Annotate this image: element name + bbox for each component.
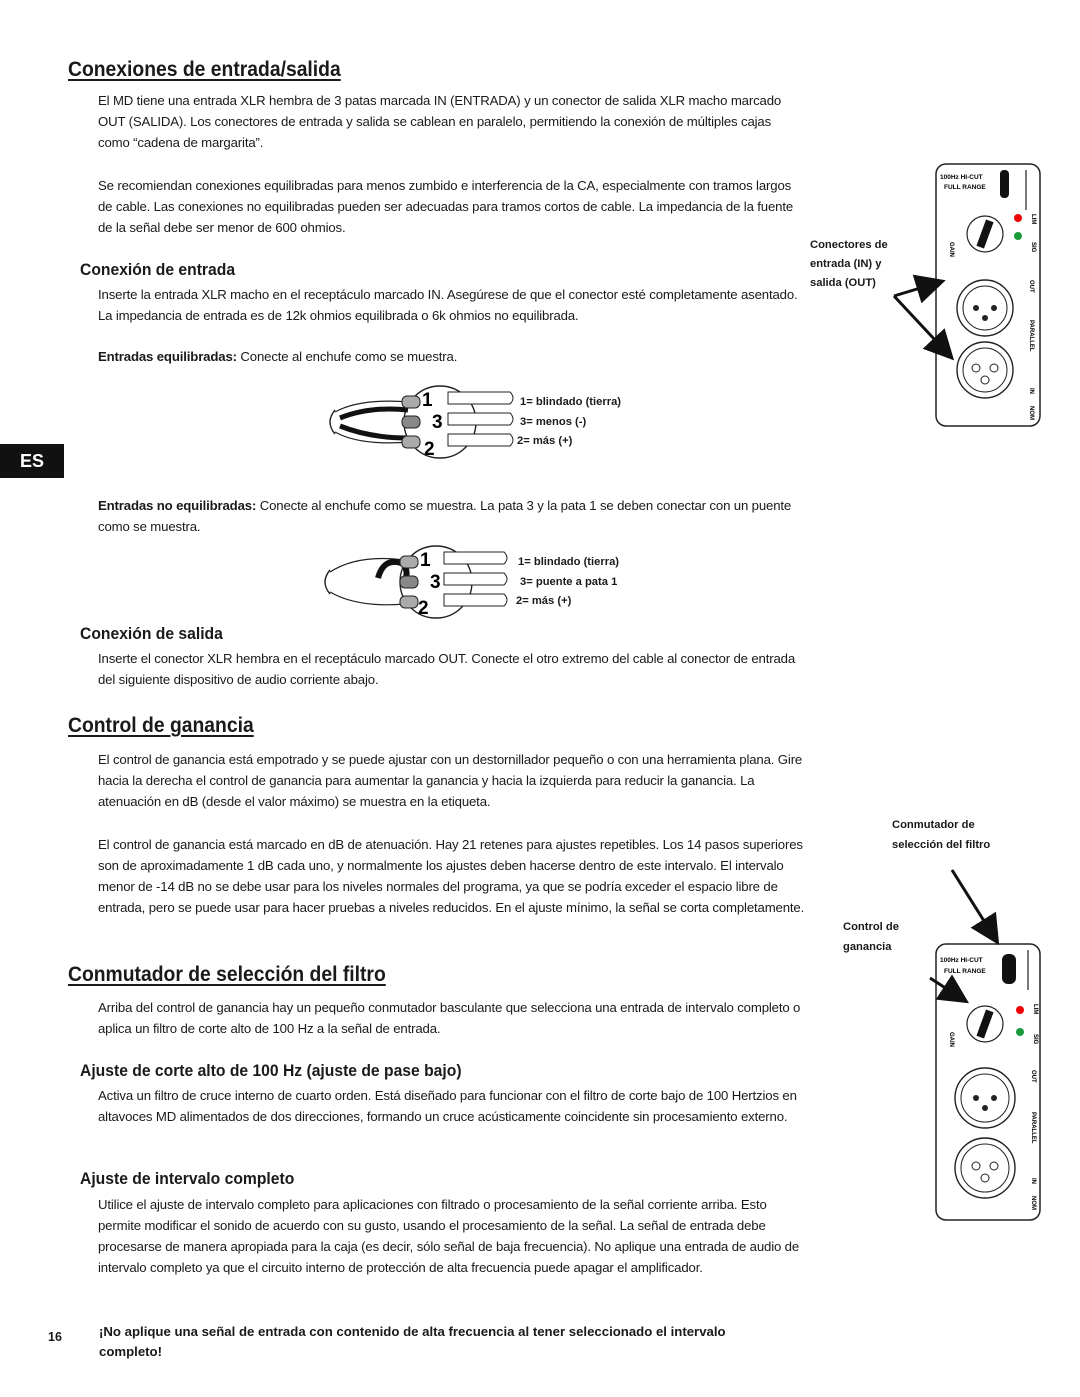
subsection-title-input: Conexión de entrada <box>80 261 236 279</box>
in-label: IN <box>1028 388 1034 394</box>
balanced-pin-1-label: 1= blindado (tierra) <box>520 396 622 408</box>
sig-label: SIG <box>1030 242 1036 253</box>
pin-number-3: 3 <box>432 412 443 433</box>
section-title-gain: Control de ganancia <box>68 714 254 737</box>
callout-connectors-line1: Conectores de <box>810 239 888 251</box>
callout-connectors-line3: salida (OUT) <box>810 277 876 289</box>
gain-paragraph-1: El control de ganancia está empotrado y se puede ajustar con un destornillador pequeño o con una herramienta plana. Gire hacia la derecha el control de ganancia para aumentar la ganancia y hacia la izquierda para reducir la ganancia. La atenuación en dB (desde el valor máximo) se muestra en la etiqueta. <box>98 752 803 809</box>
hicut-label: 100Hz HI-CUT <box>940 957 983 964</box>
balanced-pin-3-label: 3= menos (-) <box>520 416 587 428</box>
callout-filter-line1: Conmutador de <box>892 819 975 831</box>
balanced-label: Entradas equilibradas: <box>98 349 237 364</box>
section-title-io: Conexiones de entrada/salida <box>68 58 341 81</box>
pin-number-2: 2 <box>418 598 429 619</box>
gain-label: GAIN <box>948 1032 954 1047</box>
hicut-paragraph: Activa un filtro de cruce interno de cuarto orden. Está diseñado para funcionar con el filtro de corte bajo de 100 Hertzios en altavoces MD alimentados de dos direcciones, formando un cruce acústicamente coincidente sin procesamiento externo. <box>98 1088 797 1124</box>
balanced-inputs-text <box>98 346 798 367</box>
lim-label: LIM <box>1030 214 1036 225</box>
warning-note: ¡No aplique una señal de entrada con contenido de alta frecuencia al tener seleccionado el intervalo completo! <box>99 1324 726 1359</box>
unbalanced-pin-3-label: 3= puente a pata 1 <box>520 576 618 588</box>
sig-label: SIG <box>1032 1034 1038 1045</box>
pin-number-1: 1 <box>422 390 433 411</box>
callout-connectors-line2: entrada (IN) y <box>810 258 882 270</box>
fullrange-paragraph: Utilice el ajuste de intervalo completo para aplicaciones con filtrado o procesamiento de la señal corriente arriba. Esto permite modificar el sonido de acuerdo con su gusto, usando el procesamiento de la señal. La señal de entrada debe procesarse de manera apropiada para la caja (es decir, sólo señal de baja frecuencia). No aplique una entrada de audio de intervalo completo ya que el circuito interno de protección de alta frecuencia puede apagar el amplificador. <box>98 1197 800 1275</box>
parallel-label: PARALLEL <box>1028 320 1034 352</box>
filter-paragraph: Arriba del control de ganancia hay un pequeño conmutador basculante que selecciona una entrada de intervalo completo o aplica un filtro de corte alto de 100 Hz a la señal de entrada. <box>98 1000 801 1036</box>
balanced-desc: Conecte al enchufe como se muestra. <box>236 349 458 364</box>
callout-gain-line1: Control de <box>843 921 899 933</box>
subsection-title-fullrange: Ajuste de intervalo completo <box>80 1170 295 1188</box>
pin-number-2: 2 <box>424 439 435 460</box>
subsection-title-hicut: Ajuste de corte alto de 100 Hz (ajuste de pase bajo) <box>80 1062 462 1080</box>
unbalanced-pin-1-label: 1= blindado (tierra) <box>518 556 620 568</box>
out-label: OUT <box>1028 280 1034 293</box>
pin-number-1: 1 <box>420 550 431 571</box>
nom-label: NOM <box>1028 406 1034 420</box>
unbalanced-label: Entradas no equilibradas: <box>98 498 257 513</box>
page-number: 16 <box>48 1330 62 1344</box>
nom-label: NOM <box>1030 1196 1036 1210</box>
hicut-label: 100Hz HI-CUT <box>940 174 983 181</box>
lim-label: LIM <box>1032 1004 1038 1015</box>
rear-panel-diagram-bottom <box>780 860 1050 1230</box>
in-label: IN <box>1030 1178 1036 1184</box>
fullrange-label: FULL RANGE <box>944 184 986 191</box>
rear-panel-diagram-top <box>780 160 1050 430</box>
balanced-pin-2-label: 2= más (+) <box>517 435 573 447</box>
out-label: OUT <box>1030 1070 1036 1083</box>
gain-label: GAIN <box>948 242 954 257</box>
pin-number-3: 3 <box>430 572 441 593</box>
io-paragraph-2: Se recomiendan conexiones equilibradas para menos zumbido e interferencia de la CA, especialmente con tramos largos de cable. Las conexiones no equilibradas pueden ser adecuadas para tramos cortos de cable. La impedancia de la fuente de la señal debe ser menor de 600 ohmios. <box>98 178 794 235</box>
gain-paragraph-2: El control de ganancia está marcado en dB de atenuación. Hay 21 retenes para ajustes repetibles. Los 14 pasos superiores son de aproximadamente 1 dB cada uno, y normalmente los ajustes deben hacerse dentro de este intervalo. El intervalo menor de -14 dB no se debe usar para los niveles normales del programa, ya que se podría exceder el espacio libre de entrada, pero se puede usar para hacer pruebas a niveles reducidos. En el ajuste mínimo, la señal se corta completamente. <box>98 837 805 915</box>
callout-gain-line2: ganancia <box>843 941 892 953</box>
callout-filter-line2: selección del filtro <box>892 839 991 851</box>
parallel-label: PARALLEL <box>1030 1112 1036 1144</box>
input-paragraph: Inserte la entrada XLR macho en el receptáculo marcado IN. Asegúrese de que el conector esté completamente asentado. La impedancia de entrada es de 12k ohmios equilibrada o 6k ohmios no equilibrada. <box>98 287 798 323</box>
unbalanced-inputs-text <box>98 495 808 537</box>
unbalanced-desc: Conecte al enchufe como se muestra. La pata 3 y la pata 1 se deben conectar con un puente como se muestra. <box>98 498 792 534</box>
unbalanced-pin-2-label: 2= más (+) <box>516 595 572 607</box>
fullrange-label: FULL RANGE <box>944 968 986 975</box>
subsection-title-output: Conexión de salida <box>80 625 223 643</box>
io-paragraph-1: El MD tiene una entrada XLR hembra de 3 patas marcada IN (ENTRADA) y un conector de salida XLR macho marcado OUT (SALIDA). Los conectores de entrada y salida se cablean en paralelo, permitiendo la conexión de múltiples cajas como “cadena de margarita”. <box>98 93 782 150</box>
section-title-filter: Conmutador de selección del filtro <box>68 963 386 986</box>
language-tab: ES <box>0 444 64 478</box>
output-paragraph: Inserte el conector XLR hembra en el receptáculo marcado OUT. Conecte el otro extremo del cable al conector de entrada del siguiente dispositivo de audio corriente abajo. <box>98 651 796 687</box>
